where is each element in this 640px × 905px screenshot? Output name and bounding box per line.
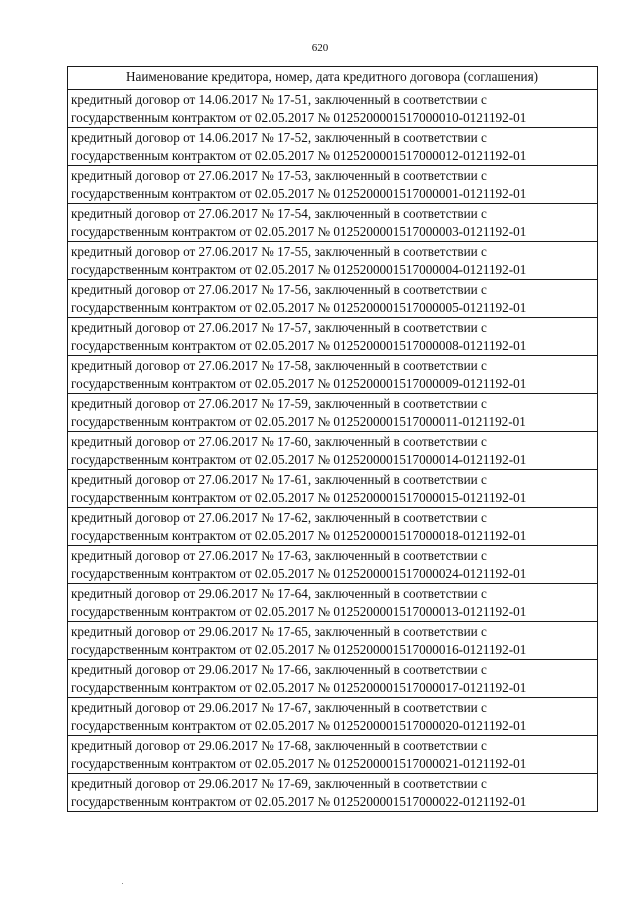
contract-line: государственным контрактом от 02.05.2017 № 0125200001517000005-0121192-01 (71, 299, 527, 315)
table-row (68, 736, 598, 774)
agreement-line: кредитный договор от 27.06.2017 № 17-62, заключенный в соответствии с (71, 510, 487, 525)
contract-line: государственным контрактом от 02.05.2017 № 0125200001517000017-0121192-01 (71, 679, 527, 695)
table-cell (68, 546, 598, 584)
table-cell (68, 166, 598, 204)
table-row (68, 774, 598, 812)
table-cell (68, 470, 598, 508)
agreement-line: кредитный договор от 29.06.2017 № 17-64, заключенный в соответствии с (71, 586, 487, 601)
table-body (68, 90, 598, 812)
table-cell (68, 204, 598, 242)
contract-line: государственным контрактом от 02.05.2017 № 0125200001517000024-0121192-01 (71, 565, 527, 581)
table-cell (68, 90, 598, 128)
contract-line: государственным контрактом от 02.05.2017 № 0125200001517000022-0121192-01 (71, 793, 527, 809)
agreement-line: кредитный договор от 14.06.2017 № 17-51, заключенный в соответствии с (71, 92, 487, 107)
agreement-line: кредитный договор от 27.06.2017 № 17-63, заключенный в соответствии с (71, 548, 487, 563)
table-cell (68, 622, 598, 660)
table-row (68, 394, 598, 432)
table-cell (68, 394, 598, 432)
contract-line: государственным контрактом от 02.05.2017 № 0125200001517000013-0121192-01 (71, 603, 527, 619)
contract-line: государственным контрактом от 02.05.2017 № 0125200001517000014-0121192-01 (71, 451, 527, 467)
contract-line: государственным контрактом от 02.05.2017 № 0125200001517000010-0121192-01 (71, 109, 527, 125)
table-row (68, 698, 598, 736)
agreement-line: кредитный договор от 27.06.2017 № 17-61, заключенный в соответствии с (71, 472, 487, 487)
table-cell (68, 280, 598, 318)
table-row (68, 432, 598, 470)
table-cell (68, 698, 598, 736)
table-cell (68, 128, 598, 166)
contract-line: государственным контрактом от 02.05.2017 № 0125200001517000001-0121192-01 (71, 185, 527, 201)
contract-line: государственным контрактом от 02.05.2017 № 0125200001517000020-0121192-01 (71, 717, 527, 733)
table-cell (68, 774, 598, 812)
agreement-line: кредитный договор от 27.06.2017 № 17-53, заключенный в соответствии с (71, 168, 487, 183)
contract-line: государственным контрактом от 02.05.2017 № 0125200001517000018-0121192-01 (71, 527, 527, 543)
contract-line: государственным контрактом от 02.05.2017 № 0125200001517000021-0121192-01 (71, 755, 527, 771)
table-row (68, 318, 598, 356)
table-row (68, 546, 598, 584)
agreement-line: кредитный договор от 27.06.2017 № 17-56, заключенный в соответствии с (71, 282, 487, 297)
agreement-line: кредитный договор от 27.06.2017 № 17-54, заключенный в соответствии с (71, 206, 487, 221)
table-row (68, 128, 598, 166)
table-row (68, 470, 598, 508)
agreement-line: кредитный договор от 27.06.2017 № 17-60, заключенный в соответствии с (71, 434, 487, 449)
scan-speck (122, 883, 123, 884)
agreement-line: кредитный договор от 27.06.2017 № 17-55, заключенный в соответствии с (71, 244, 487, 259)
table-row (68, 356, 598, 394)
column-header: Наименование кредитора, номер, дата кредитного договора (соглашения) (68, 67, 598, 90)
table-row (68, 280, 598, 318)
contract-line: государственным контрактом от 02.05.2017 № 0125200001517000015-0121192-01 (71, 489, 527, 505)
agreement-line: кредитный договор от 27.06.2017 № 17-59, заключенный в соответствии с (71, 396, 487, 411)
contract-line: государственным контрактом от 02.05.2017 № 0125200001517000008-0121192-01 (71, 337, 527, 353)
contract-line: государственным контрактом от 02.05.2017 № 0125200001517000003-0121192-01 (71, 223, 527, 239)
table-row (68, 622, 598, 660)
table-row (68, 204, 598, 242)
creditor-table (67, 66, 598, 812)
table-row (68, 660, 598, 698)
contract-line: государственным контрактом от 02.05.2017 № 0125200001517000011-0121192-01 (71, 413, 526, 429)
table-row (68, 90, 598, 128)
table-cell (68, 660, 598, 698)
table-cell (68, 356, 598, 394)
page-number: 620 (311, 42, 329, 54)
contract-line: государственным контрактом от 02.05.2017 № 0125200001517000016-0121192-01 (71, 641, 527, 657)
table-row (68, 584, 598, 622)
table-header-row (68, 67, 598, 90)
agreement-line: кредитный договор от 29.06.2017 № 17-66, заключенный в соответствии с (71, 662, 487, 677)
table-row (68, 508, 598, 546)
agreement-line: кредитный договор от 14.06.2017 № 17-52, заключенный в соответствии с (71, 130, 487, 145)
agreement-line: кредитный договор от 29.06.2017 № 17-65, заключенный в соответствии с (71, 624, 487, 639)
table-row (68, 166, 598, 204)
agreement-line: кредитный договор от 29.06.2017 № 17-67, заключенный в соответствии с (71, 700, 487, 715)
agreement-line: кредитный договор от 27.06.2017 № 17-58, заключенный в соответствии с (71, 358, 487, 373)
table-cell (68, 508, 598, 546)
contract-line: государственным контрактом от 02.05.2017 № 0125200001517000012-0121192-01 (71, 147, 527, 163)
table-cell (68, 318, 598, 356)
agreement-line: кредитный договор от 29.06.2017 № 17-68, заключенный в соответствии с (71, 738, 487, 753)
contract-line: государственным контрактом от 02.05.2017 № 0125200001517000004-0121192-01 (71, 261, 527, 277)
table-row (68, 242, 598, 280)
table-cell (68, 736, 598, 774)
agreement-line: кредитный договор от 27.06.2017 № 17-57, заключенный в соответствии с (71, 320, 487, 335)
table-cell (68, 584, 598, 622)
table-cell (68, 432, 598, 470)
table-cell (68, 242, 598, 280)
contract-line: государственным контрактом от 02.05.2017 № 0125200001517000009-0121192-01 (71, 375, 527, 391)
agreement-line: кредитный договор от 29.06.2017 № 17-69, заключенный в соответствии с (71, 776, 487, 791)
